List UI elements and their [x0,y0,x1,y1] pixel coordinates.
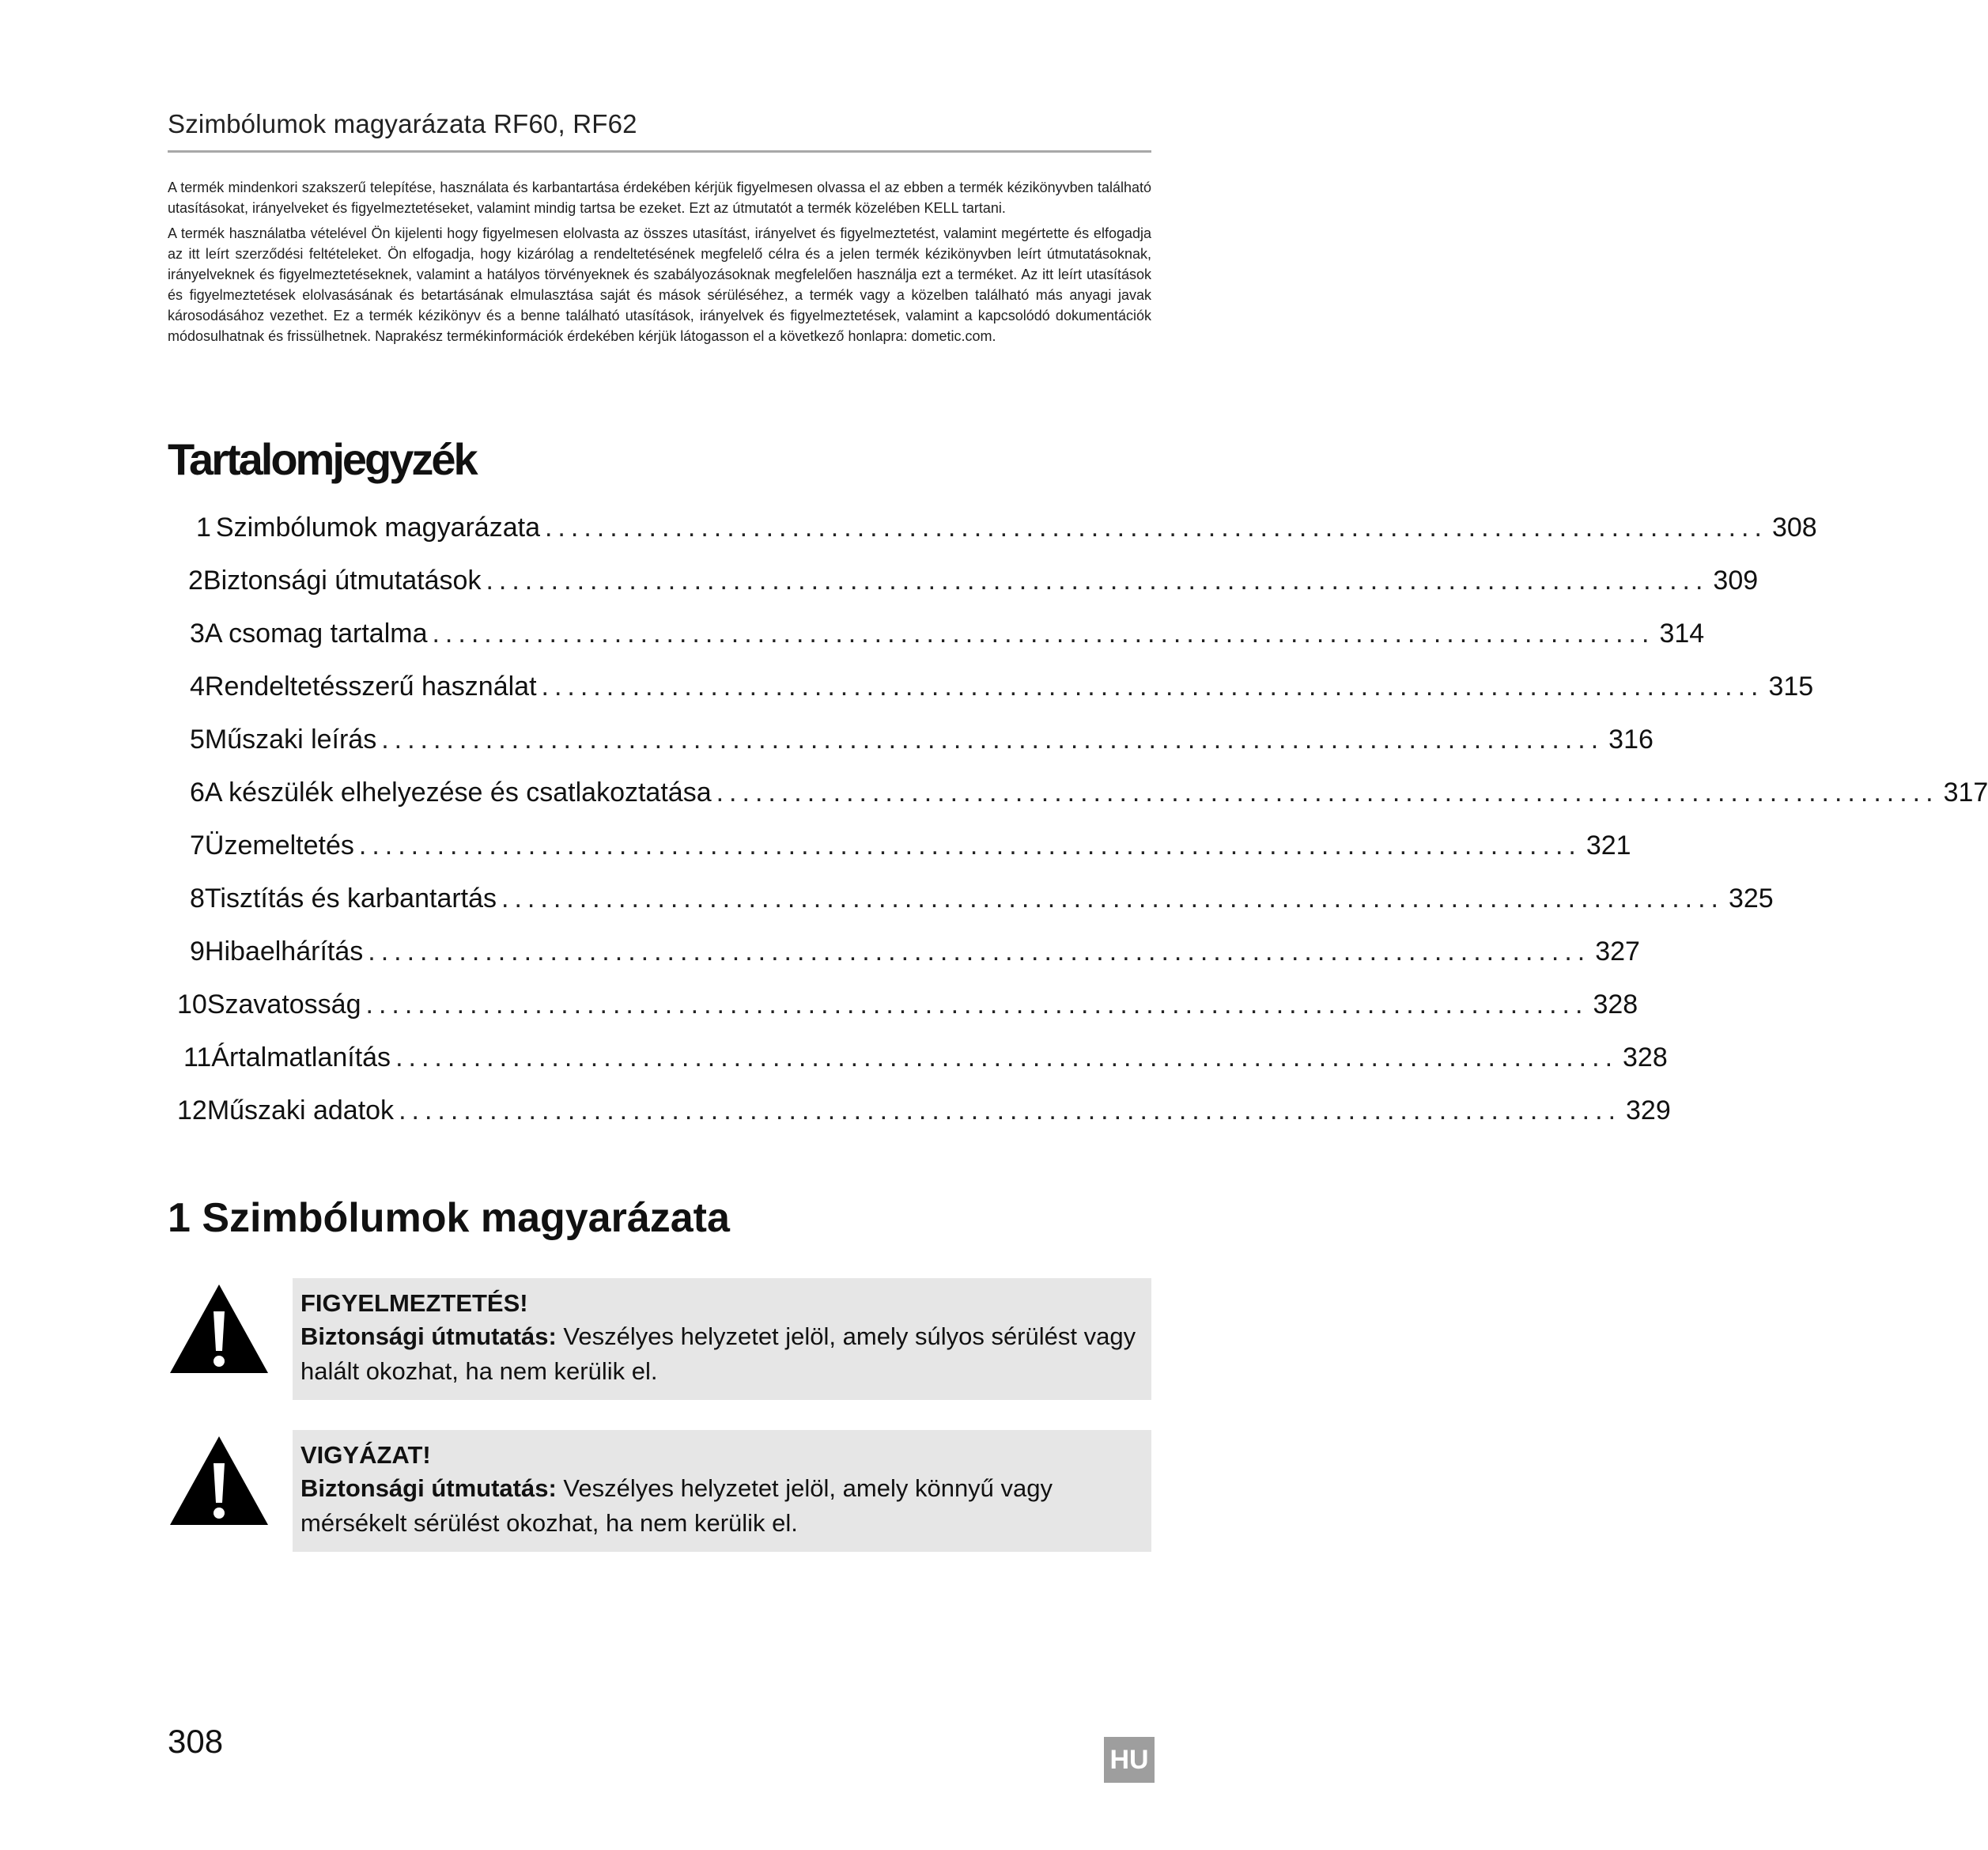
running-title: Szimbólumok magyarázata RF60, RF62 [168,109,637,138]
toc-entry-number: 4 [190,672,205,702]
toc-leader: .............................................................................................. [365,989,1589,1020]
toc-entry-label: A készülék elhelyezése és csatlakoztatása [204,777,712,808]
warning-heading: FIGYELMEZTETÉS! [300,1289,528,1317]
toc-entry-number: 11 [183,1042,212,1073]
toc-leader: .............................................................................................. [368,936,1591,967]
toc-leader: .............................................................................................. [432,619,1655,649]
toc-entry[interactable] [190,619,1705,658]
toc-entry[interactable] [177,1095,1671,1135]
caution-lead: Biztonsági útmutatás: [300,1474,557,1502]
warning-box [293,1278,1151,1400]
toc-entry[interactable] [190,936,1640,976]
toc-leader: .............................................................................................. [501,883,1724,914]
toc-entry-page: 308 [1771,513,1817,543]
toc-entry-page: 327 [1595,936,1640,967]
toc-entry[interactable] [183,1042,1668,1082]
toc-entry-label: Műszaki leírás [204,724,377,755]
toc-leader: .............................................................................................. [358,830,1582,861]
toc-entry-page: 328 [1593,989,1638,1020]
toc-leader: .............................................................................................. [544,513,1767,543]
toc-entry-label: Tisztítás és karbantartás [204,883,497,914]
toc-entry-number: 3 [190,619,205,649]
toc-entry[interactable] [177,989,1638,1029]
toc-entry[interactable] [190,883,1774,923]
toc-entry-page: 309 [1713,566,1759,596]
toc-leader: .............................................................................................. [399,1095,1622,1126]
toc-entry-page: 321 [1585,830,1631,861]
language-badge: HU [1104,1737,1155,1783]
intro-paragraph-1: A termék mindenkori szakszerű telepítése, használata és karbantartása érdekében kérjük figyelmesen olvassa el az ebben a termék kézikönyvben található utasításokat, irányelveket és figyelmeztetéseket, valamint mindig tartsa be ezeket. Ezt az útmutatót a termék közelében KELL tartani. [168,180,1151,216]
caution-notice [168,1430,1151,1552]
toc-entry-label: Szavatosság [206,989,361,1020]
warning-lead: Biztonsági útmutatás: [300,1322,557,1350]
intro-paragraph-2: A termék használatba vételével Ön kijelenti hogy figyelmesen elolvasta az összes utasítást, irányelvet és figyelmeztetést, valamint megértette és elfogadja az itt leírt szerződési feltételeket. Ön elfogadja, hogy kizárólag a rendeltetésének megfelelő célra és a jelen termék kézikönyvben leírt útmutatásoknak, irányelveknek és figyelmeztetéseknek, valamint a hatályos törvényeknek és szabályozásoknak megfelelően használja ezt a terméket. Az itt leírt utasítások és figyelmeztetések elolvasásának és betartásának elmulasztása saját és mások sérüléséhez, a termék vagy a közelben található más anyagi javak károsodásához vezethet. Ez a termék kézikönyv és a benne található utasítások, irányelvek és figyelmeztetések, valamint a kapcsolódó dokumentációk módosulhatnak és frissülhetnek. Naprakész termékinformációk érdekében kérjük látogasson el a következő honlapra: dometic.com. [168,225,1151,344]
toc-entry-number: 7 [190,830,205,861]
caution-box [293,1430,1151,1552]
toc-entry-page: 329 [1626,1095,1671,1126]
toc-entry-number: 8 [190,883,205,914]
intro-text [168,177,1151,351]
toc-entry[interactable] [188,566,1759,605]
toc-entry-page: 317 [1943,777,1988,808]
section-title: 1 Szimbólumok magyarázata [168,1195,730,1241]
warning-triangle-icon [168,1433,270,1528]
toc-entry[interactable] [190,830,1631,870]
toc-entry-label: Biztonsági útmutatások [202,566,482,596]
toc-leader: .............................................................................................. [486,566,1709,596]
toc-entry-number: 2 [188,566,203,596]
warning-triangle-icon [168,1281,270,1376]
toc-entry[interactable] [190,777,1988,817]
warning-notice [168,1278,1151,1400]
toc-entry-number: 9 [190,936,205,967]
toc-entry-number: 6 [190,777,205,808]
warning-body [300,1319,1140,1389]
header-rule [168,150,1151,153]
toc-entry-label: A csomag tartalma [204,619,428,649]
toc-entry[interactable] [190,724,1654,764]
caution-body [300,1471,1140,1541]
caution-heading: VIGYÁZAT! [300,1441,431,1469]
toc-leader: .............................................................................................. [381,724,1604,755]
page-number: 308 [168,1723,224,1760]
toc-entry-label: Szimbólumok magyarázata [215,513,540,543]
toc-title: Tartalomjegyzék [168,434,476,484]
toc-entry-number: 5 [190,724,205,755]
caution-text: Veszélyes helyzetet jelöl, amely könnyű vagy mérsékelt sérülést okozhat, ha nem kerülik el. [300,1474,1053,1537]
toc-leader: .............................................................................................. [395,1042,1619,1073]
toc-entry-page: 325 [1728,883,1774,914]
toc-entry-page: 314 [1659,619,1705,649]
toc-entry-page: 316 [1608,724,1654,755]
warning-text: Veszélyes helyzetet jelöl, amely súlyos sérülést vagy halált okozhat, ha nem kerülik el. [300,1322,1136,1385]
toc-entry-page: 328 [1623,1042,1668,1073]
toc-entry-number: 12 [177,1095,207,1126]
toc-entry-label: Üzemeltetés [204,830,354,861]
toc-entry-label: Rendeltetésszerű használat [204,672,537,702]
toc-entry-label: Ártalmatlanítás [211,1042,391,1073]
toc-entry-label: Hibaelhárítás [204,936,364,967]
page-header [168,109,1151,153]
toc-entry-page: 315 [1768,672,1814,702]
toc-leader: .............................................................................................. [716,777,1939,808]
toc-entry-label: Műszaki adatok [206,1095,395,1126]
toc-leader: .............................................................................................. [541,672,1764,702]
toc-entry-number: 1 [196,513,211,543]
toc-entry-number: 10 [177,989,207,1020]
toc-entry[interactable] [190,672,1814,711]
toc-entry[interactable] [196,513,1817,552]
